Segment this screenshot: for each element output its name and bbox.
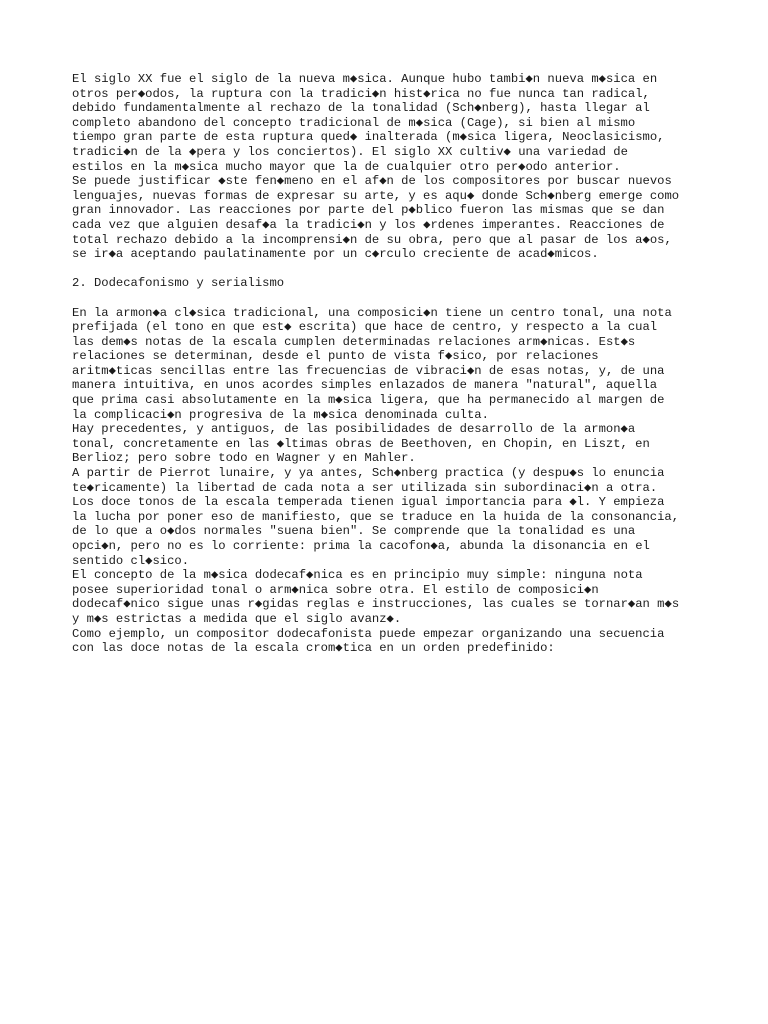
text-line: aritm◆ticas sencillas entre las frecuencias de vibraci◆n de esas notas, y, de una: [72, 363, 665, 378]
text-line: lenguajes, nuevas formas de expresar su arte, y es aqu◆ donde Sch◆nberg emerge como: [72, 188, 680, 203]
text-line: gran innovador. Las reacciones por parte del p◆blico fueron las mismas que se dan: [72, 203, 665, 218]
text-line: Los doce tonos de la escala temperada tienen igual importancia para ◆l. Y empieza: [72, 495, 665, 510]
text-line: debido fundamentalmente al rechazo de la tonalidad (Sch◆nberg), hasta llegar al: [72, 101, 650, 116]
text-line: total rechazo debido a la incomprensi◆n de su obra, pero que al pasar de los a◆os,: [72, 232, 672, 247]
text-line: posee superioridad tonal o arm◆nica sobre otra. El estilo de composici◆n: [72, 582, 599, 597]
document-page: [72, 72, 712, 656]
text-line: que prima casi absolutamente en la m◆sica ligera, que ha permanecido al margen de: [72, 393, 665, 408]
text-line: manera intuitiva, en unos acordes simples enlazados de manera "natural", aquella: [72, 378, 658, 393]
text-line: estilos en la m◆sica mucho mayor que la de cualquier otro per◆odo anterior.: [72, 159, 621, 174]
text-line: Berlioz; pero sobre todo en Wagner y en Mahler.: [72, 451, 416, 466]
text-line: tonal, concretamente en las ◆ltimas obras de Beethoven, en Chopin, en Liszt, en: [72, 436, 650, 451]
text-line: tradici◆n de la ◆pera y los conciertos). El siglo XX cultiv◆ una variedad de: [72, 144, 628, 159]
text-line: la complicaci◆n progresiva de la m◆sica denominada culta.: [72, 407, 489, 422]
paragraph-gap: [72, 291, 712, 306]
text-line: completo abandono del concepto tradicional de m◆sica (Cage), si bien al mismo: [72, 115, 636, 130]
section-heading-text: 2. Dodecafonismo y serialismo: [72, 276, 285, 291]
section-heading: [72, 276, 712, 291]
text-line: cada vez que alguien desaf◆a la tradici◆n y los ◆rdenes imperantes. Reacciones de: [72, 217, 665, 232]
text-line: otros per◆odos, la ruptura con la tradici◆n hist◆rica no fue nunca tan radical,: [72, 86, 650, 101]
text-line: Como ejemplo, un compositor dodecafonista puede empezar organizando una secuencia: [72, 626, 665, 641]
text-line: prefijada (el tono en que est◆ escrita) que hace de centro, y respecto a la cual: [72, 320, 658, 335]
text-line: opci◆n, pero no es lo corriente: prima la cacofon◆a, abunda la disonancia en el: [72, 539, 650, 553]
text-line: A partir de Pierrot lunaire, y ya antes, Sch◆nberg practica (y despu◆s lo enuncia: [72, 466, 665, 481]
body-paragraphs: [72, 306, 712, 656]
text-line: con las doce notas de la escala crom◆tica en un orden predefinido:: [72, 641, 555, 656]
text-line: de lo que a o◆dos normales "suena bien". Se comprende que la tonalidad es una: [72, 524, 636, 539]
text-line: dodecaf◆nico sigue unas r◆gidas reglas e instrucciones, las cuales se tornar◆an m◆s: [72, 597, 680, 612]
text-line: se ir◆a aceptando paulatinamente por un c◆rculo creciente de acad◆micos.: [72, 247, 599, 262]
text-line: En la armon◆a cl◆sica tradicional, una composici◆n tiene un centro tonal, una nota: [72, 305, 672, 320]
text-line: relaciones se determinan, desde el punto de vista f◆sico, por relaciones: [72, 349, 599, 364]
text-line: te◆ricamente) la libertad de cada nota a ser utilizada sin subordinaci◆n a otra.: [72, 480, 658, 495]
text-line: El siglo XX fue el siglo de la nueva m◆sica. Aunque hubo tambi◆n nueva m◆sica en: [72, 72, 658, 86]
text-line: Se puede justificar ◆ste fen◆meno en el af◆n de los compositores por buscar nuevos: [72, 174, 672, 189]
paragraph-gap: [72, 262, 712, 277]
text-line: Hay precedentes, y antiguos, de las posibilidades de desarrollo de la armon◆a: [72, 422, 636, 437]
text-line: la lucha por poner eso de manifiesto, que se traduce en la huida de la consonancia,: [72, 509, 680, 524]
text-line: y m◆s estrictas a medida que el siglo avanz◆.: [72, 611, 402, 626]
text-line: sentido cl◆sico.: [72, 553, 190, 568]
text-line: El concepto de la m◆sica dodecaf◆nica es en principio muy simple: ninguna nota: [72, 568, 643, 583]
text-line: las dem◆s notas de la escala cumplen determinadas relaciones arm◆nicas. Est◆s: [72, 334, 636, 349]
intro-paragraph: [72, 72, 712, 262]
text-line: tiempo gran parte de esta ruptura qued◆ inalterada (m◆sica ligera, Neoclasicismo,: [72, 130, 665, 145]
